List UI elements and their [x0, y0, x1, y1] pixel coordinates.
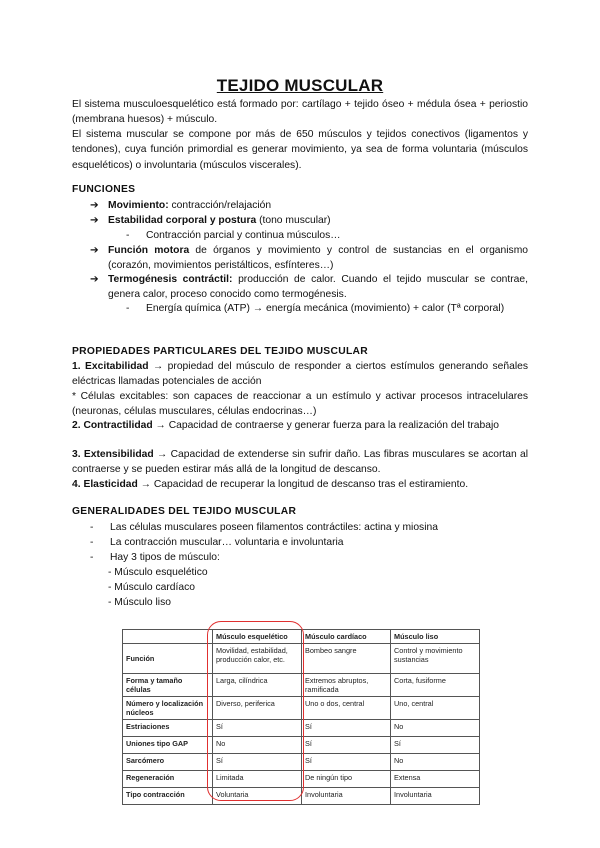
arrow-icon: ➔	[90, 215, 99, 226]
funcion-text: (tono muscular)	[256, 215, 331, 226]
funcion-subitem	[126, 301, 528, 316]
tipo-musculo: - Músculo liso	[108, 597, 171, 608]
table-cell: Extremos abruptos, ramificada	[302, 674, 391, 697]
table-header-cell: Músculo esquelético	[213, 630, 302, 644]
row-label: Número y localización núcleos	[123, 697, 213, 720]
row-label: Uniones tipo GAP	[123, 737, 213, 754]
table-cell: Extensa	[391, 771, 480, 788]
table-cell: Voluntaria	[213, 788, 302, 805]
table-cell: Sí	[213, 754, 302, 771]
funcion-text: contracción/relajación	[168, 200, 272, 211]
row-label: Función	[123, 644, 213, 674]
funcion-item	[90, 272, 528, 303]
generalidad-item	[90, 520, 528, 535]
intro-paragraph-1: El sistema musculoesquelético está formado por: cartílago + tejido óseo + médula ósea + periostio (membrana huesos) + músculo.	[72, 99, 528, 126]
table-cell: Limitada	[213, 771, 302, 788]
table-cell: No	[213, 737, 302, 754]
subitem-text: Energía química (ATP) → energía mecánica (movimiento) + calor (Tª corporal)	[146, 303, 505, 314]
table-cell: No	[391, 754, 480, 771]
propiedad-text: → Capacidad de extenderse sin sufrir daño. Las fibras musculares se acortan al contraerse y se pueden estirar más allá de la longitud de descanso.	[72, 449, 528, 476]
dash-bullet: -	[126, 303, 130, 314]
generalidades-heading: GENERALIDADES DEL TEJIDO MUSCULAR	[72, 506, 297, 517]
generalidad-item	[90, 550, 528, 565]
propiedad-bold: 4. Elasticidad	[72, 479, 138, 490]
generalidad-text: Hay 3 tipos de músculo:	[110, 552, 220, 563]
table-cell: Sí	[302, 720, 391, 737]
table-header-cell: Músculo liso	[391, 630, 480, 644]
table-cell: Involuntaria	[391, 788, 480, 805]
propiedad-text: → propiedad del músculo de responder a ciertos estímulos generando señales eléctricas llamadas potenciales de acción	[72, 361, 528, 388]
row-label: Estriaciones	[123, 720, 213, 737]
table-cell: Diverso, periferica	[213, 697, 302, 720]
row-label: Tipo contracción	[123, 788, 213, 805]
table-header-cell	[123, 630, 213, 644]
arrow-icon: ➔	[90, 200, 99, 211]
highlight-oval	[207, 621, 304, 801]
propiedad-item	[72, 477, 528, 492]
funcion-text: de órganos y movimiento y control de sustancias en el organismo (corazón, movimientos peristálticos, esfínteres…)	[108, 245, 528, 272]
funcion-item	[90, 243, 528, 274]
table-cell: Bombeo sangre	[302, 644, 391, 674]
dash-bullet: -	[126, 230, 130, 241]
generalidad-text: Las células musculares poseen filamentos contráctiles: actina y miosina	[110, 522, 438, 533]
funcion-subitem	[126, 228, 528, 243]
tipo-musculo: - Músculo cardíaco	[108, 582, 195, 593]
subitem-text: Contracción parcial y continua músculos…	[146, 230, 341, 241]
funcion-bold: Movimiento:	[108, 200, 169, 211]
row-label: Sarcómero	[123, 754, 213, 771]
table-cell: De ningún tipo	[302, 771, 391, 788]
funcion-text: producción de calor. Cuando el tejido muscular se contrae, genera calor, proceso conocido como termogénesis.	[108, 274, 528, 301]
arrow-icon: ➔	[90, 245, 99, 256]
funciones-heading: FUNCIONES	[72, 184, 136, 195]
table-cell: Sí	[302, 754, 391, 771]
propiedad-bold: 2. Contractilidad	[72, 420, 153, 431]
arrow-icon: ➔	[90, 274, 99, 285]
funcion-bold: Función motora	[108, 245, 190, 256]
propiedad-item	[72, 447, 528, 478]
table-cell: No	[391, 720, 480, 737]
generalidad-text: La contracción muscular… voluntaria e involuntaria	[110, 537, 344, 548]
propiedad-item	[72, 389, 528, 420]
table-cell: Involuntaria	[302, 788, 391, 805]
table-cell: Uno, central	[391, 697, 480, 720]
funcion-bold: Termogénesis contráctil:	[108, 274, 233, 285]
row-label: Regeneración	[123, 771, 213, 788]
tipo-musculo: - Músculo esquelético	[108, 567, 208, 578]
table-cell: Corta, fusiforme	[391, 674, 480, 697]
page-title: TEJIDO MUSCULAR	[216, 76, 384, 95]
propiedad-item	[72, 418, 528, 433]
funcion-item	[90, 213, 528, 228]
intro-paragraph-2: El sistema muscular se compone por más de 650 músculos y tejidos conectivos (ligamentos y tendones), cuya función primordial es generar movimiento, ya sea de forma voluntaria (músculos esqueléticos) o involuntaria (músculos viscerales).	[72, 129, 528, 171]
propiedad-text: → Capacidad de contraerse y generar fuerza para la realización del trabajo	[152, 420, 499, 431]
funcion-item	[90, 198, 528, 213]
propiedad-item	[72, 359, 528, 390]
dash-bullet: -	[90, 537, 94, 548]
table-cell: Uno o dos, central	[302, 697, 391, 720]
propiedad-bold: 3. Extensibilidad	[72, 449, 154, 460]
dash-bullet: -	[90, 522, 94, 533]
dash-bullet: -	[90, 552, 94, 563]
propiedad-text: → Capacidad de recuperar la longitud de descanso tras el estiramiento.	[137, 479, 469, 490]
table-cell: Movilidad, estabilidad, producción calor, etc.	[213, 644, 302, 674]
table-cell: Sí	[302, 737, 391, 754]
propiedades-heading: PROPIEDADES PARTICULARES DEL TEJIDO MUSCULAR	[72, 346, 369, 357]
propiedad-text: * Células excitables: son capaces de reaccionar a un estímulo y activar procesos intracelulares (neuronas, células musculares, células endocrinas…)	[72, 391, 528, 418]
row-label: Forma y tamaño células	[123, 674, 213, 697]
table-cell: Sí	[391, 737, 480, 754]
generalidad-item	[90, 535, 528, 550]
funcion-bold: Estabilidad corporal y postura	[108, 215, 257, 226]
table-header-cell: Músculo cardíaco	[302, 630, 391, 644]
table-cell: Larga, cilíndrica	[213, 674, 302, 697]
table-cell: Control y movimiento sustancias	[391, 644, 480, 674]
table-cell: Sí	[213, 720, 302, 737]
propiedad-bold: 1. Excitabilidad	[72, 361, 149, 372]
